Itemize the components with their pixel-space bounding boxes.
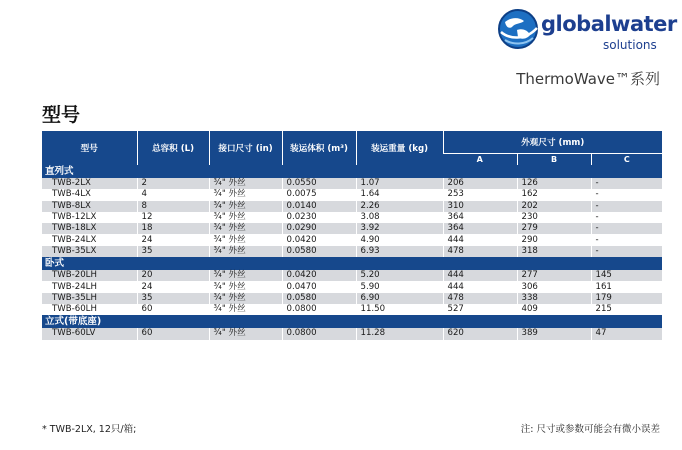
table-row (42, 223, 662, 234)
header-ship-weight: 装运重量 (kg) (356, 131, 443, 165)
cell-port: ¾" 外丝 (209, 304, 282, 315)
cell-dim-c: - (591, 212, 662, 223)
cell-ship-volume: 0.0800 (282, 328, 356, 339)
cell-model: TWB-35LX (42, 246, 137, 257)
cell-port: ¾" 外丝 (209, 293, 282, 304)
cell-volume: 4 (137, 189, 209, 200)
table-row (42, 246, 662, 257)
cell-port: ¾" 外丝 (209, 281, 282, 292)
table-body (42, 165, 662, 340)
cell-ship-weight: 6.90 (356, 293, 443, 304)
cell-volume: 20 (137, 270, 209, 281)
cell-model: TWB-60LV (42, 328, 137, 339)
cell-ship-volume: 0.0075 (282, 189, 356, 200)
cell-dim-a: 478 (443, 293, 517, 304)
cell-model: TWB-24LH (42, 281, 137, 292)
cell-dim-c: 215 (591, 304, 662, 315)
brand-name: globalwater (541, 12, 677, 36)
group-row (42, 315, 662, 328)
cell-dim-a: 364 (443, 223, 517, 234)
table-row (42, 189, 662, 200)
cell-model: TWB-24LX (42, 234, 137, 245)
cell-dim-c: 47 (591, 328, 662, 339)
cell-dim-b: 306 (517, 281, 591, 292)
cell-volume: 35 (137, 293, 209, 304)
cell-port: ¾" 外丝 (209, 223, 282, 234)
cell-ship-weight: 5.20 (356, 270, 443, 281)
group-row (42, 165, 662, 178)
cell-dim-b: 277 (517, 270, 591, 281)
cell-dim-b: 230 (517, 212, 591, 223)
group-label: 卧式 (42, 257, 662, 270)
table-row (42, 304, 662, 315)
cell-model: TWB-35LH (42, 293, 137, 304)
cell-ship-weight: 11.28 (356, 328, 443, 339)
cell-ship-weight: 11.50 (356, 304, 443, 315)
cell-dim-c: - (591, 178, 662, 189)
table-row (42, 328, 662, 339)
header-model: 型号 (42, 131, 137, 165)
table-row (42, 281, 662, 292)
table-row (42, 293, 662, 304)
cell-dim-b: 162 (517, 189, 591, 200)
cell-ship-volume: 0.0580 (282, 246, 356, 257)
cell-ship-weight: 4.90 (356, 234, 443, 245)
cell-port: ¾" 外丝 (209, 234, 282, 245)
header-volume: 总容积 (L) (137, 131, 209, 165)
cell-dim-a: 206 (443, 178, 517, 189)
cell-dim-a: 444 (443, 234, 517, 245)
header-dims: 外观尺寸 (mm) (443, 131, 662, 154)
cell-volume: 8 (137, 201, 209, 212)
cell-ship-weight: 3.92 (356, 223, 443, 234)
spec-table (42, 131, 662, 340)
cell-dim-a: 310 (443, 201, 517, 212)
cell-port: ¾" 外丝 (209, 328, 282, 339)
globe-icon (497, 8, 539, 50)
cell-dim-b: 126 (517, 178, 591, 189)
cell-dim-c: 179 (591, 293, 662, 304)
cell-ship-volume: 0.0550 (282, 178, 356, 189)
cell-dim-c: 145 (591, 270, 662, 281)
cell-ship-volume: 0.0580 (282, 293, 356, 304)
cell-dim-c: - (591, 246, 662, 257)
cell-volume: 60 (137, 328, 209, 339)
cell-ship-volume: 0.0800 (282, 304, 356, 315)
cell-port: ¾" 外丝 (209, 178, 282, 189)
cell-ship-volume: 0.0420 (282, 270, 356, 281)
brand-tagline: solutions (603, 38, 657, 52)
cell-model: TWB-20LH (42, 270, 137, 281)
cell-dim-b: 318 (517, 246, 591, 257)
cell-port: ¾" 外丝 (209, 270, 282, 281)
page-title: 型号 (42, 104, 81, 126)
cell-port: ¾" 外丝 (209, 212, 282, 223)
group-row (42, 257, 662, 270)
cell-ship-volume: 0.0420 (282, 234, 356, 245)
cell-volume: 24 (137, 281, 209, 292)
cell-dim-c: - (591, 234, 662, 245)
cell-dim-c: - (591, 189, 662, 200)
cell-dim-a: 478 (443, 246, 517, 257)
footnote: * TWB-2LX, 12只/箱; (42, 424, 137, 435)
cell-port: ¾" 外丝 (209, 201, 282, 212)
brand-logo (497, 8, 677, 56)
table-row (42, 201, 662, 212)
cell-dim-a: 444 (443, 281, 517, 292)
cell-dim-c: - (591, 223, 662, 234)
cell-dim-b: 279 (517, 223, 591, 234)
table-row (42, 234, 662, 245)
cell-port: ¾" 外丝 (209, 246, 282, 257)
cell-model: TWB-12LX (42, 212, 137, 223)
header-dim-a: A (443, 154, 517, 166)
header-dim-c: C (591, 154, 662, 166)
cell-dim-c: 161 (591, 281, 662, 292)
cell-dim-b: 389 (517, 328, 591, 339)
cell-model: TWB-4LX (42, 189, 137, 200)
cell-model: TWB-60LH (42, 304, 137, 315)
cell-ship-weight: 6.93 (356, 246, 443, 257)
header-port: 接口尺寸 (in) (209, 131, 282, 165)
cell-model: TWB-2LX (42, 178, 137, 189)
group-label: 立式(带底座) (42, 315, 662, 328)
table-row (42, 212, 662, 223)
header-dim-b: B (517, 154, 591, 166)
cell-dim-b: 409 (517, 304, 591, 315)
cell-dim-a: 620 (443, 328, 517, 339)
cell-dim-b: 338 (517, 293, 591, 304)
cell-ship-volume: 0.0230 (282, 212, 356, 223)
cell-model: TWB-18LX (42, 223, 137, 234)
cell-ship-weight: 3.08 (356, 212, 443, 223)
cell-volume: 60 (137, 304, 209, 315)
cell-dim-c: - (591, 201, 662, 212)
cell-ship-volume: 0.0470 (282, 281, 356, 292)
cell-ship-weight: 1.07 (356, 178, 443, 189)
cell-ship-weight: 1.64 (356, 189, 443, 200)
cell-volume: 24 (137, 234, 209, 245)
group-label: 直列式 (42, 165, 662, 178)
cell-volume: 2 (137, 178, 209, 189)
disclaimer-note: 注: 尺寸或参数可能会有微小误差 (520, 424, 660, 435)
cell-port: ¾" 外丝 (209, 189, 282, 200)
series-title: ThermoWave™系列 (516, 70, 660, 88)
cell-ship-weight: 5.90 (356, 281, 443, 292)
cell-dim-a: 444 (443, 270, 517, 281)
header-ship-volume: 装运体积 (m³) (282, 131, 356, 165)
cell-dim-a: 253 (443, 189, 517, 200)
cell-volume: 35 (137, 246, 209, 257)
cell-volume: 12 (137, 212, 209, 223)
table-row (42, 270, 662, 281)
cell-dim-a: 364 (443, 212, 517, 223)
cell-ship-weight: 2.26 (356, 201, 443, 212)
cell-dim-a: 527 (443, 304, 517, 315)
cell-dim-b: 202 (517, 201, 591, 212)
cell-model: TWB-8LX (42, 201, 137, 212)
table-row (42, 178, 662, 189)
cell-ship-volume: 0.0140 (282, 201, 356, 212)
cell-dim-b: 290 (517, 234, 591, 245)
cell-volume: 18 (137, 223, 209, 234)
cell-ship-volume: 0.0290 (282, 223, 356, 234)
